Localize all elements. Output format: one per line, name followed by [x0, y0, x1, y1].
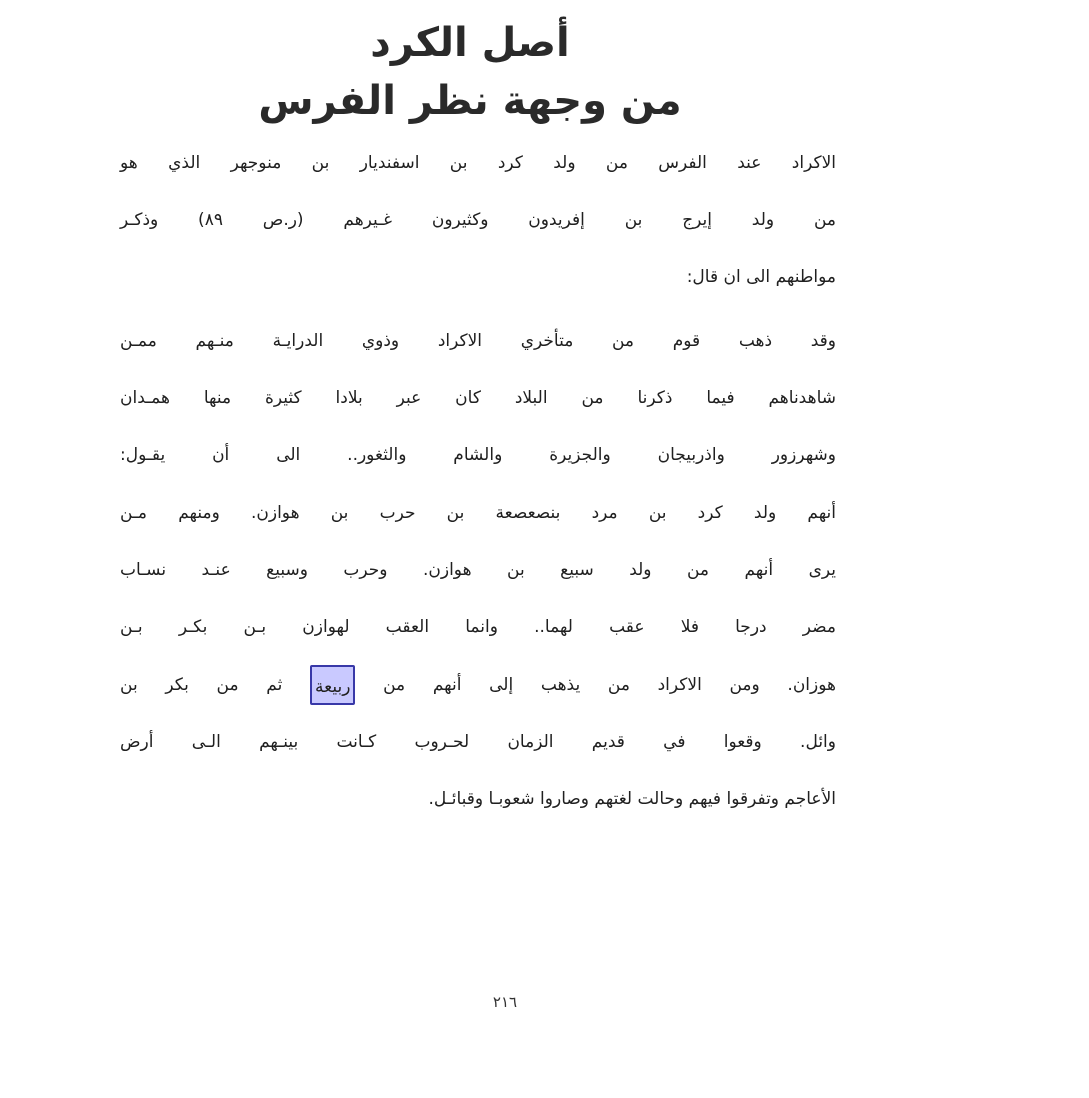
page-number: ٢١٦	[492, 993, 518, 1011]
text-span: ثم من بكر بن	[120, 675, 283, 695]
text-line: شاهدناهم فيما ذكرنا من البلاد كان عبر بلادا كثيرة منها همـدان	[120, 388, 836, 408]
text-line: الأعاجم وتفرقوا فيهم وحالت لغتهم وصاروا شعوبـا وقبائـل.	[428, 789, 836, 809]
page-title	[180, 12, 760, 132]
text-line: يرى أنهم من ولد سبيع بن هوازن. وحرب وسبيع عنـد نسـاب	[120, 560, 836, 580]
text-line: الاكراد عند الفرس من ولد كرد بن اسفنديار بن منوجهر الذي هو	[120, 153, 836, 173]
text-line: وشهرزور واذربيجان والجزيرة والشام والثغور.. الى أن يقـول:	[120, 445, 836, 465]
text-line: من ولد إيرج بن إفريدون وكثيرون غـيرهم (ر.ص ٨٩) وذكـر	[120, 210, 836, 230]
text-line: وائل. وقعوا في قديم الزمان لحـروب كـانت بينـهم الـى أرض	[120, 732, 836, 752]
text-line-highlighted	[120, 656, 836, 714]
text-line: مواطنهم الى ان قال:	[686, 267, 836, 287]
highlighted-word[interactable]: ربيعة	[310, 665, 355, 705]
title-line-2: من وجهة نظر الفرس	[258, 78, 682, 124]
text-line: وقد ذهب قوم من متأخري الاكراد وذوي الدرايـة منـهم ممـن	[120, 331, 836, 351]
title-line-1: أصل الكرد	[370, 20, 570, 66]
text-line: مضر درجا فلا عقب لهما.. وانما العقب لهوازن بـن بكـر بـن	[120, 617, 836, 637]
text-span: هوزان. ومن الاكراد من يذهب إلى أنهم من	[383, 675, 836, 695]
text-line: أنهم ولد كرد بن مرد بنصعصعة بن حرب بن هوازن. ومنهم مـن	[120, 503, 836, 523]
